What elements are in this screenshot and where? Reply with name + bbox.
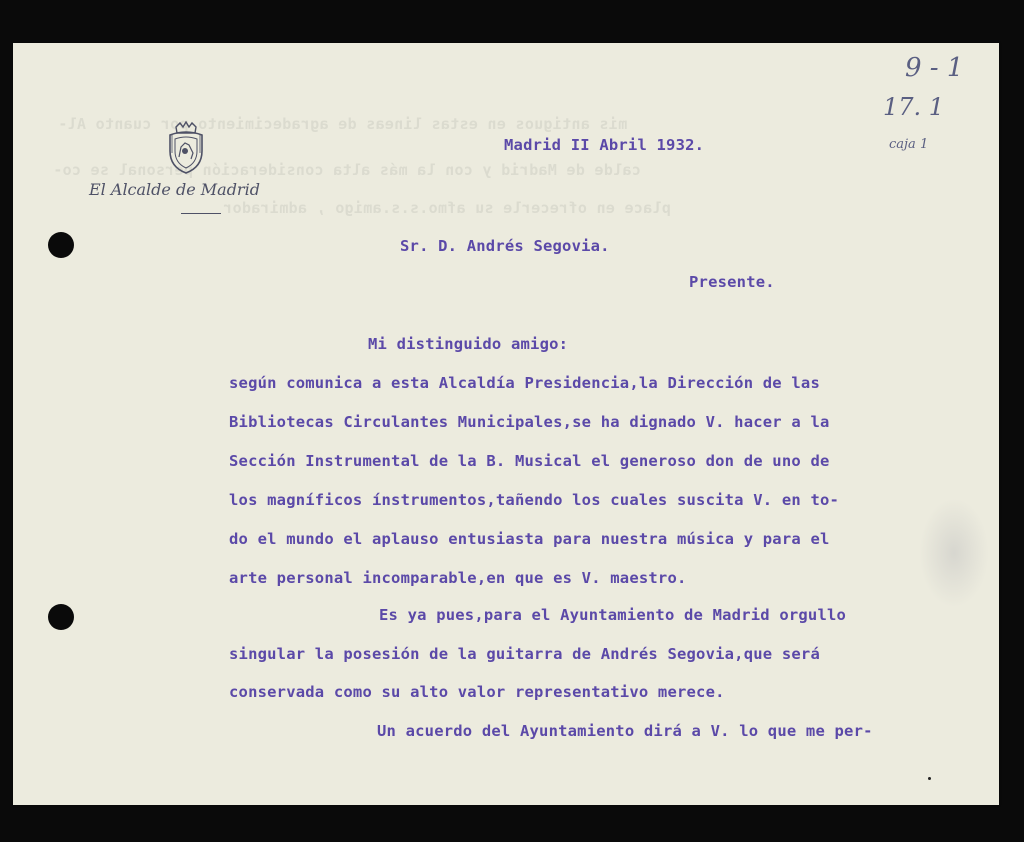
letter-salutation: Mi distinguido amigo: [368, 335, 569, 353]
letter-body-line: conservada como su alto valor representativo merece. [229, 683, 725, 701]
archive-annotation: caja 1 [889, 137, 929, 152]
letter-addressee: Sr. D. Andrés Segovia. [400, 237, 610, 255]
letterhead-title: El Alcalde de Madrid [89, 180, 260, 199]
letter-body-line: Un acuerdo del Ayuntamiento dirá a V. lo que me per- [377, 722, 873, 740]
letter-body-line: arte personal incomparable,en que es V. maestro. [229, 569, 687, 587]
letter-body-line: según comunica a esta Alcaldía Presidencia,la Dirección de las [229, 374, 820, 392]
ink-dot [928, 777, 931, 780]
letter-body-line: Bibliotecas Circulantes Municipales,se ha dignado V. hacer a la [229, 413, 830, 431]
punch-hole [48, 232, 74, 258]
punch-hole [48, 604, 74, 630]
letter-body-line: do el mundo el aplauso entusiasta para nuestra música y para el [229, 530, 830, 548]
letter-body-line: los magníficos ínstrumentos,tañendo los cuales suscita V. en to- [229, 491, 840, 509]
coat-of-arms-icon [163, 121, 209, 181]
bleed-through-line: mis antiguos en estas lineas de agradecimiento por cuanto Al- [58, 115, 628, 133]
bleed-through-line: place en ofrecerle su afmo.s.s.amigo , admirador [223, 199, 671, 217]
archive-annotation: 17. 1 [883, 93, 945, 121]
letter-body-line: singular la posesión de la guitarra de Andrés Segovia,que será [229, 645, 820, 663]
letter-body-line: Es ya pues,para el Ayuntamiento de Madrid orgullo [379, 606, 847, 624]
letterhead-rule [181, 213, 221, 214]
bleed-through-line: calde de Madrid y con la más alta consideración personal se co- [53, 161, 641, 179]
letter-date: Madrid II Abril 1932. [504, 136, 705, 154]
letter-sheet [13, 43, 999, 805]
letter-location: Presente. [689, 273, 775, 291]
paper-stain [919, 498, 989, 608]
archive-annotation: 9 - 1 [905, 53, 964, 83]
letter-body-line: Sección Instrumental de la B. Musical el generoso don de uno de [229, 452, 830, 470]
